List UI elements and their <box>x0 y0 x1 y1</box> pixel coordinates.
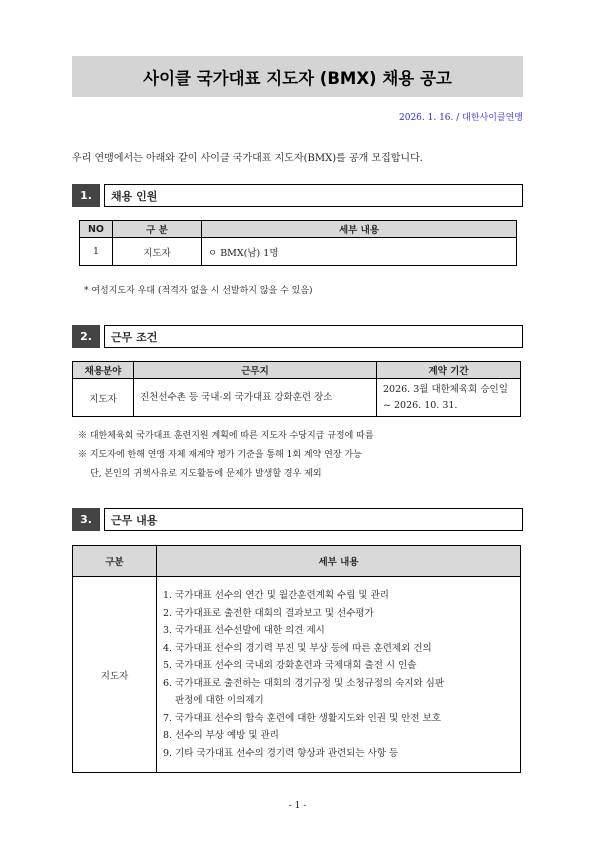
recruit-table <box>79 220 517 266</box>
header-location: 근무지 <box>134 362 377 379</box>
conditions-table <box>72 361 521 417</box>
header-period: 계약 기간 <box>377 362 521 379</box>
duty-item: 5. 국가대표 선수의 국내외 강화훈련과 국제대회 출전 시 인솔 <box>163 660 417 671</box>
page-number: - 1 - <box>288 801 307 811</box>
header-field: 채용분야 <box>73 362 134 379</box>
cell-no: 1 <box>80 238 113 266</box>
title-bar <box>72 56 523 97</box>
header-category: 구분 <box>73 546 157 577</box>
cell-period: 2026. 3월 대한체육회 승인일 ~ 2026. 10. 31. <box>377 379 521 417</box>
cell-detail: ㅇ BMX(남) 1명 <box>202 238 517 266</box>
cell-category: 지도자 <box>73 577 157 773</box>
date-line: 2026. 1. 16. / 대한사이클연맹 <box>399 113 523 123</box>
section-header-1 <box>72 184 523 207</box>
recruit-note: * 여성지도자 우대 (적격자 없을 시 선발하지 않을 수 있음) <box>84 286 313 296</box>
duty-item: 3. 국가대표 선수선발에 대한 의견 제시 <box>163 625 325 636</box>
header-category: 구 분 <box>113 221 202 238</box>
section-header-3 <box>72 508 523 531</box>
duties-list <box>157 577 521 773</box>
header-no: NO <box>80 221 113 238</box>
header-detail: 세부 내용 <box>202 221 517 238</box>
cell-category: 지도자 <box>113 238 202 266</box>
duty-item-continuation: 판정에 대한 이의제기 <box>175 695 264 706</box>
section-number: 3. <box>72 508 100 531</box>
condition-note-2: ※ 지도자에 한해 연맹 자체 재계약 평가 기준을 통해 1회 계약 연장 가능 <box>78 450 362 460</box>
duty-item: 6. 국가대표로 출전하는 대회의 경기규정 및 소청규정의 숙지와 심판 <box>163 677 445 689</box>
section-label: 근무 내용 <box>104 508 523 531</box>
page-title: 사이클 국가대표 지도자 (BMX) 채용 공고 <box>143 68 452 88</box>
duty-item: 4. 국가대표 선수의 경기력 부진 및 부상 등에 따른 훈련제외 건의 <box>163 642 432 654</box>
duty-item: 9. 기타 국가대표 선수의 경기력 향상과 관련되는 사항 등 <box>163 747 399 759</box>
intro-text: 우리 연맹에서는 아래와 같이 사이클 국가대표 지도자(BMX)를 공개 모집합니다. <box>72 153 423 164</box>
section-number: 2. <box>72 325 100 348</box>
duty-item: 1. 국가대표 선수의 연간 및 월간훈련계획 수립 및 관리 <box>163 590 389 601</box>
duty-item: 7. 국가대표 선수의 합숙 훈련에 대한 생활지도와 인권 및 안전 보호 <box>163 712 441 724</box>
header-detail: 세부 내용 <box>157 546 521 577</box>
section-number: 1. <box>72 184 100 207</box>
condition-note-3: 단, 본인의 귀책사유로 지도활동에 문제가 발생할 경우 제외 <box>90 469 322 479</box>
cell-location: 진천선수촌 등 국내·외 국가대표 강화훈련 장소 <box>134 379 377 417</box>
cell-field: 지도자 <box>73 379 134 417</box>
duty-item: 2. 국가대표로 출전한 대회의 결과보고 및 선수평가 <box>163 607 374 619</box>
section-header-2 <box>72 325 523 348</box>
duty-item: 8. 선수의 부상 예방 및 관리 <box>163 730 279 741</box>
section-label: 채용 인원 <box>104 184 523 207</box>
condition-note-1: ※ 대한체육회 국가대표 훈련지원 계획에 따른 지도자 수당지급 규정에 따름 <box>78 431 374 441</box>
section-label: 근무 조건 <box>104 325 523 348</box>
duties-table <box>72 545 521 773</box>
